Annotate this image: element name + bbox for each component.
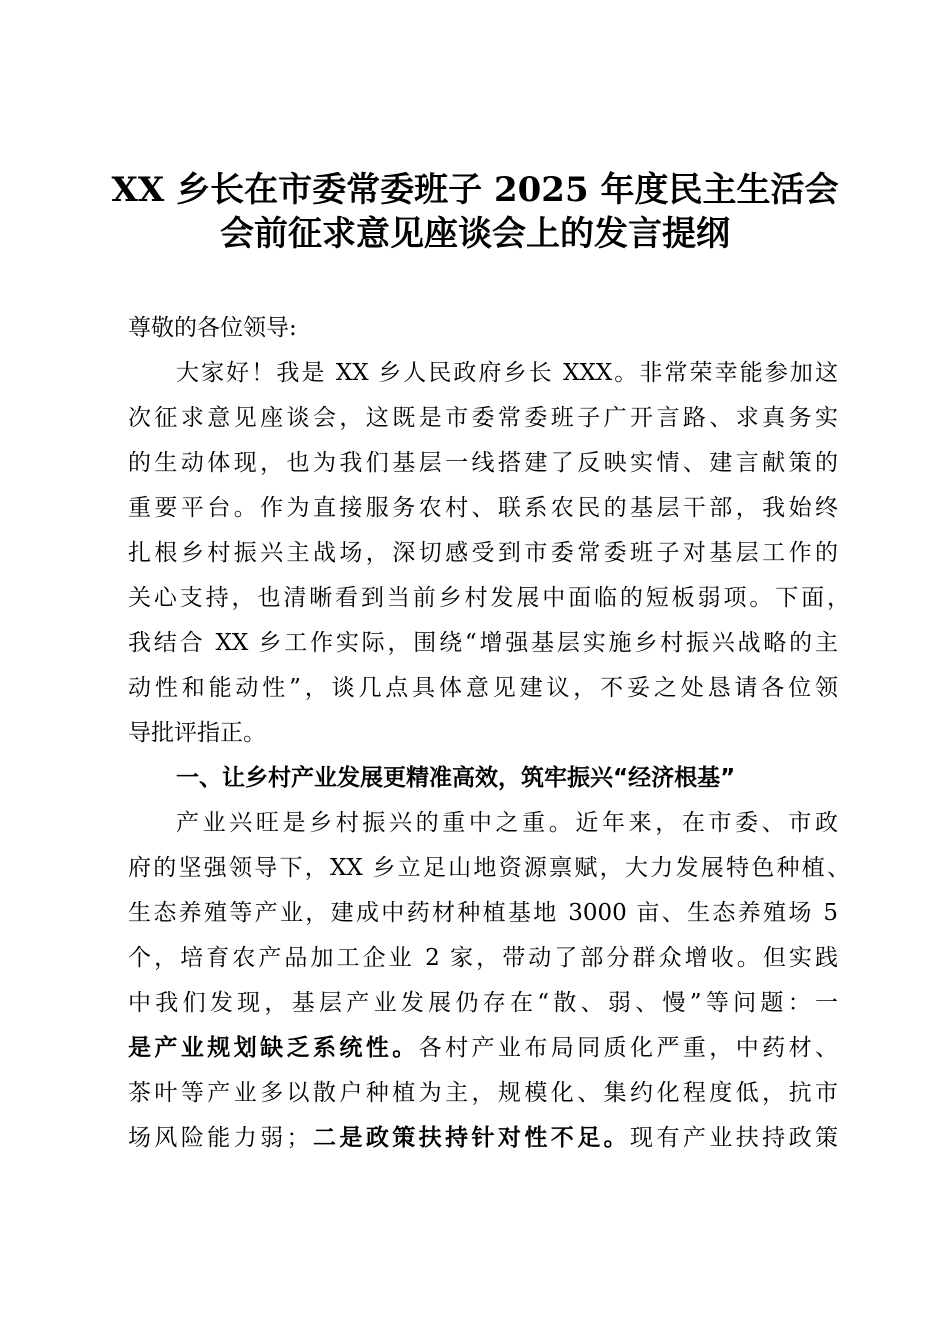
section-1-heading: 一、让乡村产业发展更精准高效，筑牢振兴“经济根基” (176, 765, 736, 791)
section-1-line-1: 产业兴旺是乡村振兴的重中之重。近年来，在市委、市政 (176, 810, 838, 836)
section-1-line-8 (128, 1123, 838, 1153)
point-one-tail: 场风险能力弱； (128, 1125, 310, 1151)
point-two-emphasis: 二是政策扶持针对性不足。 (309, 1125, 631, 1151)
point-two-text: 现有产业扶持政策 (630, 1125, 839, 1151)
intro-line-4: 重要平台。作为直接服务农村、联系农民的基层干部，我始终 (128, 495, 838, 521)
intro-line-6: 关心支持，也清晰看到当前乡村发展中面临的短板弱项。下面， (128, 585, 850, 611)
point-one-text: 各村产业布局同质化严重，中药材、 (418, 1035, 839, 1061)
section-1-line-5: 中我们发现，基层产业发展仍存在“散、弱、慢”等问题：一 (128, 990, 838, 1016)
section-1-line-2: 府的坚强领导下，XX 乡立足山地资源禀赋，大力发展特色种植、 (128, 855, 850, 881)
intro-line-7: 我结合 XX 乡工作实际，围绕“增强基层实施乡村振兴战略的主 (128, 630, 838, 656)
intro-line-9: 导批评指正。 (128, 720, 266, 746)
section-1-line-6 (128, 1033, 838, 1063)
section-1-line-7: 茶叶等产业多以散户种植为主，规模化、集约化程度低，抗市 (128, 1080, 838, 1106)
intro-line-1: 大家好！我是 XX 乡人民政府乡长 XXX。非常荣幸能参加这 (176, 360, 838, 386)
document-title-line-1: XX 乡长在市委常委班子 2025 年度民主生活会 (111, 170, 839, 210)
point-one-emphasis: 是产业规划缺乏系统性。 (128, 1035, 419, 1061)
salutation: 尊敬的各位领导: (128, 315, 297, 341)
intro-line-8: 动性和能动性”，谈几点具体意见建议，不妥之处恳请各位领 (128, 675, 838, 701)
section-1-line-3: 生态养殖等产业，建成中药材种植基地 3000 亩、生态养殖场 5 (128, 900, 838, 926)
intro-line-5: 扎根乡村振兴主战场，深切感受到市委常委班子对基层工作的 (128, 540, 838, 566)
document-title-line-2: 会前征求意见座谈会上的发言提纲 (220, 214, 730, 254)
section-1-line-4: 个，培育农产品加工企业 2 家，带动了部分群众增收。但实践 (128, 945, 838, 971)
intro-line-2: 次征求意见座谈会，这既是市委常委班子广开言路、求真务实 (128, 405, 838, 431)
intro-line-3: 的生动体现，也为我们基层一线搭建了反映实情、建言献策的 (128, 450, 838, 476)
